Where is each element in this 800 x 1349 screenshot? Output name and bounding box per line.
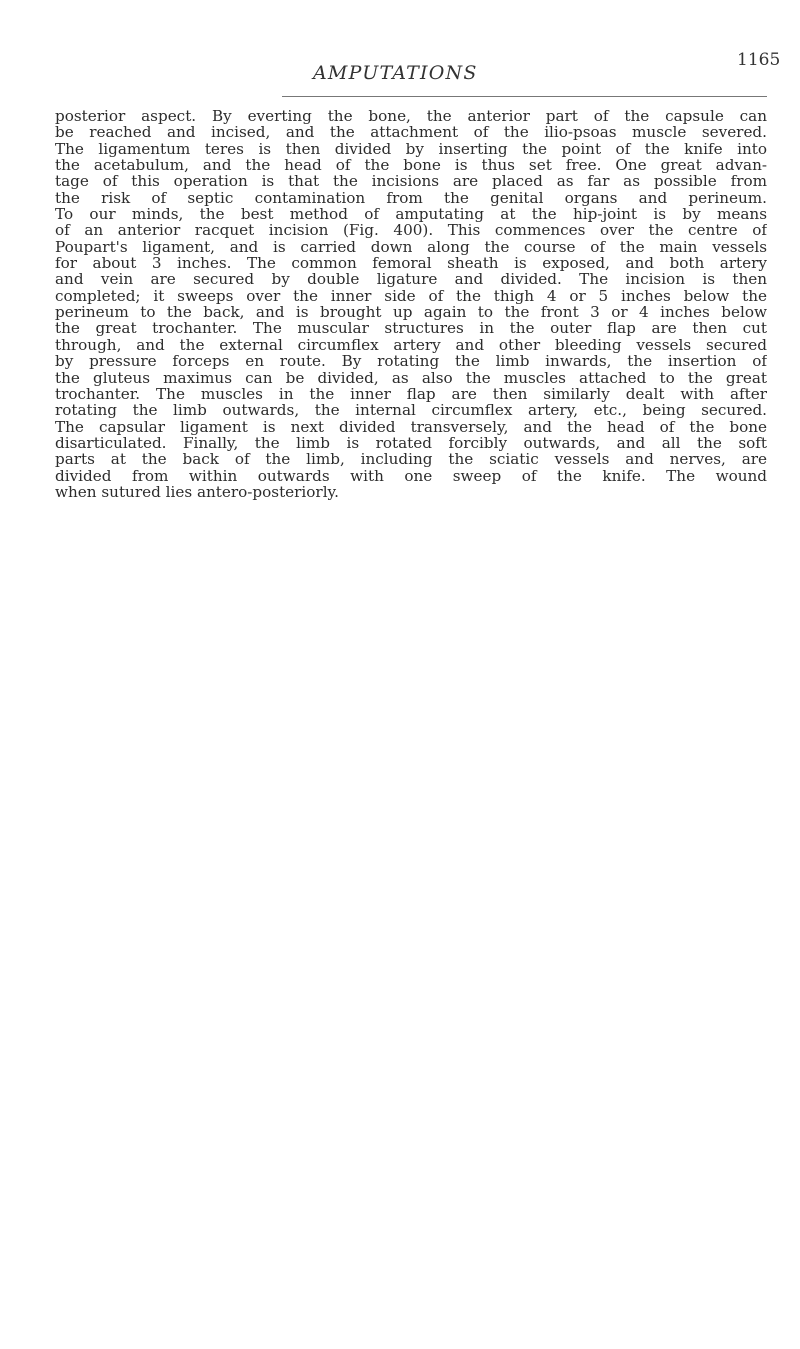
text-line: be reached and incised, and the attachment of the ilio-psoas muscle severed. [55, 124, 767, 141]
text-line: by pressure forceps en route. By rotating the limb inwards, the insertion of [55, 353, 767, 370]
text-line: divided from within outwards with one sweep of the knife. The wound [55, 467, 767, 484]
text-line: disarticulated. Finally, the limb is rotated forcibly outwards, and all the soft [55, 434, 767, 452]
text-line: completed; it sweeps over the inner side of the thigh 4 or 5 inches below the [55, 287, 767, 305]
text-line: the great trochanter. The muscular structures in the outer flap are then cut [55, 320, 767, 337]
text-line: The ligamentum teres is then divided by inserting the point of the knife into [55, 140, 767, 158]
text-line: To our minds, the best method of amputating at the hip-joint is by means [55, 206, 767, 223]
page-number: 1165 [737, 50, 781, 70]
text-line: of an anterior racquet incision (Fig. 400). This commences over the centre of [55, 222, 767, 239]
text-line: The capsular ligament is next divided transversely, and the head of the bone [55, 418, 767, 435]
text-line: tage of this operation is that the incisions are placed as far as possible from [55, 173, 767, 190]
text-line: through, and the external circumflex artery and other bleeding vessels secured [55, 336, 767, 354]
text-line: parts at the back of the limb, including the sciatic vessels and nerves, are [55, 451, 767, 468]
text-line: posterior aspect. By everting the bone, the anterior part of the capsule can [55, 108, 767, 125]
running-head: AMPUTATIONS [313, 62, 478, 84]
text-line: Poupart's ligament, and is carried down along the course of the main vessels [55, 238, 767, 256]
text-line: for about 3 inches. The common femoral sheath is exposed, and both artery [55, 255, 767, 272]
text-line: trochanter. The muscles in the inner flap are then similarly dealt with after [55, 385, 767, 403]
body-paragraph [55, 108, 767, 500]
text-line: the acetabulum, and the head of the bone is thus set free. One great advan- [55, 157, 767, 174]
text-line: when sutured lies antero-posteriorly. [55, 483, 339, 501]
text-line: rotating the limb outwards, the internal circumflex artery, etc., being secured. [55, 402, 767, 419]
text-line: perineum to the back, and is brought up again to the front 3 or 4 inches below [55, 304, 767, 321]
text-line: the gluteus maximus can be divided, as also the muscles attached to the great [55, 369, 767, 386]
header-rule [282, 96, 767, 97]
text-line: and vein are secured by double ligature and divided. The incision is then [55, 271, 767, 288]
text-line: the risk of septic contamination from the genital organs and perineum. [55, 189, 767, 207]
